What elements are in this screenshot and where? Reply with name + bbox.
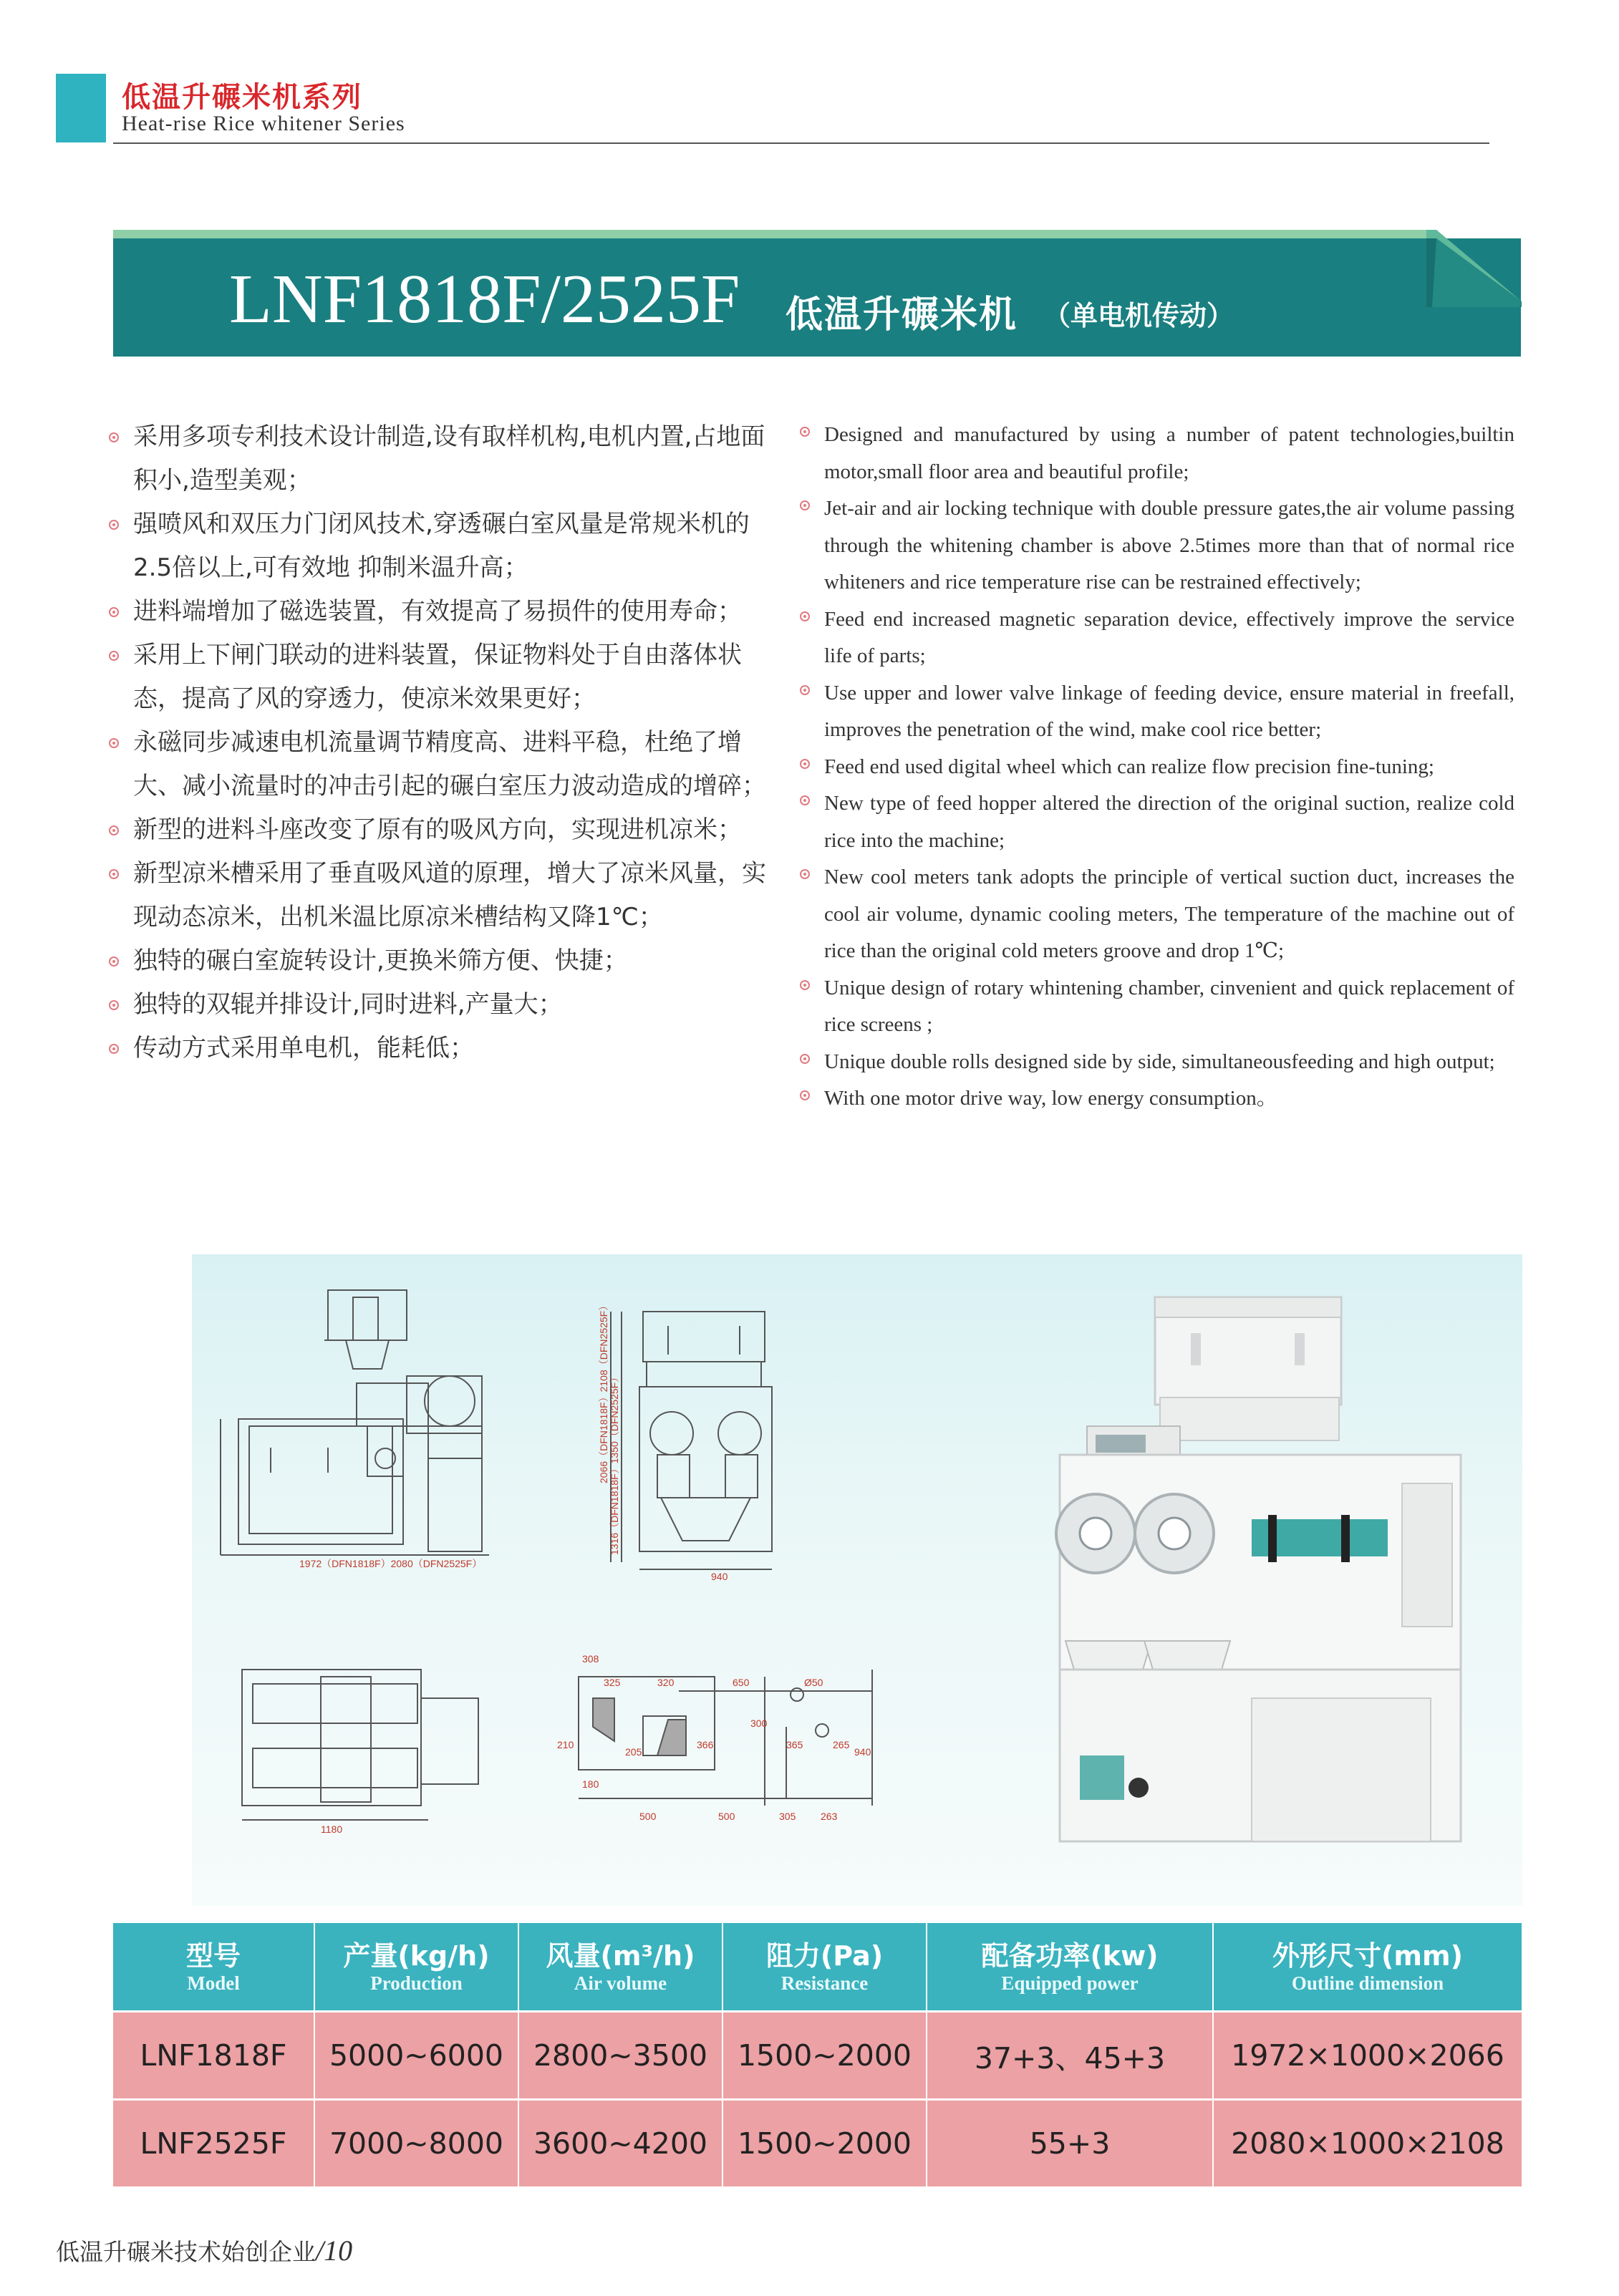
feature-en-item: Designed and manufactured by using a number of patent technologies,builtin motor,small floor area and beautiful profile; — [798, 417, 1514, 490]
header-divider — [113, 142, 1489, 144]
front-view-drawing — [221, 1290, 489, 1555]
feature-cn-item: 新型的进料斗座改变了原有的吸风方向，实现进机凉米； — [107, 808, 780, 852]
rice-whitener-machine-illustration — [1056, 1297, 1461, 1841]
feature-en-item: New cool meters tank adopts the principle of vertical suction duct, increases the cool air volume, dynamic cooling meters, The temperature of the machine out of rice than the original cold meters groove and drop 1℃; — [798, 859, 1514, 970]
bullet-icon — [109, 432, 119, 442]
cell-model: LNF1818F — [113, 2012, 314, 2100]
svg-text:325: 325 — [604, 1677, 621, 1688]
svg-text:265: 265 — [833, 1739, 850, 1750]
bullet-icon — [109, 825, 119, 835]
svg-text:300: 300 — [750, 1718, 768, 1729]
feature-cn-item: 进料端增加了磁选装置，有效提高了易损件的使用寿命； — [107, 590, 780, 634]
cell-production: 5000~6000 — [314, 2012, 518, 2100]
bullet-icon — [800, 685, 810, 695]
svg-text:308: 308 — [582, 1653, 599, 1665]
specification-table — [113, 1923, 1522, 2186]
svg-text:500: 500 — [718, 1811, 735, 1822]
dim-side-height: 2066（DFN1818F）2108（DFN2525F） — [598, 1300, 609, 1483]
bullet-icon — [109, 1044, 119, 1054]
bullet-icon — [800, 795, 810, 805]
banner-corner-fold — [1426, 230, 1522, 307]
page-number: /10 — [316, 2234, 353, 2267]
cell-model: LNF2525F — [113, 2100, 314, 2187]
bullet-icon — [800, 500, 810, 510]
feature-cn-item: 独特的碾白室旋转设计,更换米筛方便、快捷； — [107, 939, 780, 983]
bullet-icon — [800, 980, 810, 990]
table-row — [113, 2012, 1522, 2100]
svg-text:500: 500 — [639, 1811, 657, 1822]
bullet-icon — [109, 1000, 119, 1010]
bullet-icon — [109, 738, 119, 748]
plan-view-drawing — [579, 1670, 872, 1806]
series-title-cn: 低温升碾米机系列 — [122, 81, 362, 114]
feature-cn-item: 新型凉米槽采用了垂直吸风道的原理，增大了凉米风量，实现动态凉米，出机米温比原凉米槽结构又降1℃； — [107, 852, 780, 939]
svg-text:205: 205 — [625, 1746, 642, 1758]
top-view-drawing — [242, 1670, 478, 1820]
table-header-row — [113, 1923, 1522, 2012]
svg-text:320: 320 — [657, 1677, 675, 1688]
cell-air-volume: 2800~3500 — [518, 2012, 722, 2100]
svg-text:365: 365 — [786, 1739, 803, 1750]
feature-en-item: Unique double rolls designed side by side, simultaneousfeeding and high output; — [798, 1044, 1514, 1081]
features-cn-list — [107, 415, 780, 1070]
col-header-production: 产量(kg/h) Production — [314, 1923, 518, 2012]
technical-drawings — [192, 1254, 1522, 1906]
cell-dimension: 2080×1000×2108 — [1213, 2100, 1522, 2187]
bullet-icon — [109, 607, 119, 617]
col-header-power: 配备功率(kw) Equipped power — [927, 1923, 1213, 2012]
bullet-icon — [109, 651, 119, 661]
dim-front-width: 1972（DFN1818F）2080（DFN2525F） — [299, 1558, 483, 1569]
bullet-icon — [800, 611, 810, 621]
bullet-icon — [800, 759, 810, 769]
col-header-dimension: 外形尺寸(mm) Outline dimension — [1213, 1923, 1522, 2012]
feature-cn-item: 采用多项专利技术设计制造,设有取样机构,电机内置,占地面积小,造型美观； — [107, 415, 780, 503]
feature-cn-item: 采用上下闸门联动的进料装置，保证物料处于自由落体状态，提高了风的穿透力，使凉米效果更好； — [107, 634, 780, 721]
svg-text:Ø50: Ø50 — [804, 1677, 823, 1688]
svg-text:210: 210 — [557, 1739, 574, 1750]
bullet-icon — [109, 869, 119, 879]
dim-top-width: 1180 — [321, 1823, 343, 1835]
svg-text:180: 180 — [582, 1778, 599, 1790]
bullet-icon — [109, 956, 119, 967]
banner-top-stripe — [113, 230, 1436, 238]
bullet-icon — [800, 1054, 810, 1064]
banner-model-number: LNF1818F/2525F — [229, 261, 740, 338]
feature-en-item: Use upper and lower valve linkage of feeding device, ensure material in freefall, improves the penetration of the wind, make cool rice better; — [798, 675, 1514, 749]
cell-resistance: 1500~2000 — [722, 2100, 927, 2187]
cell-resistance: 1500~2000 — [722, 2012, 927, 2100]
header-accent-block — [56, 74, 106, 142]
banner-product-name: 低温升碾米机 — [786, 294, 1018, 336]
feature-cn-item: 永磁同步减速电机流量调节精度高、进料平稳，杜绝了增大、减小流量时的冲击引起的碾白室压力波动造成的增碎； — [107, 721, 780, 808]
bullet-icon — [109, 520, 119, 530]
feature-en-item: Feed end used digital wheel which can realize flow precision fine-tuning; — [798, 749, 1514, 786]
feature-en-item: New type of feed hopper altered the direction of the original suction, realize cold rice into the machine; — [798, 785, 1514, 859]
table-row — [113, 2100, 1522, 2187]
svg-text:263: 263 — [821, 1811, 838, 1822]
banner-drive-note: （单电机传动） — [1043, 300, 1234, 331]
feature-cn-item: 强喷风和双压力门闭风技术,穿透碾白室风量是常规米机的2.5倍以上,可有效地 抑制米温升高； — [107, 503, 780, 590]
footer-slogan: 低温升碾米技术始创企业 — [56, 2238, 316, 2266]
svg-text:366: 366 — [697, 1739, 714, 1750]
cell-power: 37+3、45+3 — [927, 2012, 1213, 2100]
series-title-en: Heat-rise Rice whitener Series — [122, 112, 405, 135]
feature-en-item: Unique design of rotary whintening chamber, cinvenient and quick replacement of rice screens ; — [798, 970, 1514, 1044]
page-footer — [56, 2234, 352, 2267]
feature-en-item: Jet-air and air locking technique with double pressure gates,the air volume passing through the whitening chamber is above 2.5times more than that of normal rice whiteners and rice temperature rise can be restrained effectively; — [798, 490, 1514, 601]
bullet-icon — [800, 427, 810, 437]
dim-side-width: 940 — [711, 1571, 728, 1582]
feature-cn-item: 独特的双辊并排设计,同时进料,产量大； — [107, 983, 780, 1027]
cell-air-volume: 3600~4200 — [518, 2100, 722, 2187]
col-header-air-volume: 风量(m³/h) Air volume — [518, 1923, 722, 2012]
cell-dimension: 1972×1000×2066 — [1213, 2012, 1522, 2100]
bullet-icon — [800, 869, 810, 879]
feature-cn-item: 传动方式采用单电机，能耗低； — [107, 1027, 780, 1070]
bullet-icon — [800, 1090, 810, 1100]
dim-side-height2: 1316（DFN1818F）1350（DFN2525F） — [609, 1372, 620, 1555]
features-en-list — [798, 417, 1514, 1118]
col-header-model: 型号 Model — [113, 1923, 314, 2012]
cell-production: 7000~8000 — [314, 2100, 518, 2187]
side-view-drawing — [611, 1312, 772, 1569]
feature-en-item: With one motor drive way, low energy consumption。 — [798, 1080, 1514, 1118]
svg-text:305: 305 — [779, 1811, 796, 1822]
cell-power: 55+3 — [927, 2100, 1213, 2187]
svg-text:940: 940 — [854, 1746, 871, 1758]
col-header-resistance: 阻力(Pa) Resistance — [722, 1923, 927, 2012]
svg-text:650: 650 — [733, 1677, 750, 1688]
feature-en-item: Feed end increased magnetic separation device, effectively improve the service life of parts; — [798, 601, 1514, 675]
